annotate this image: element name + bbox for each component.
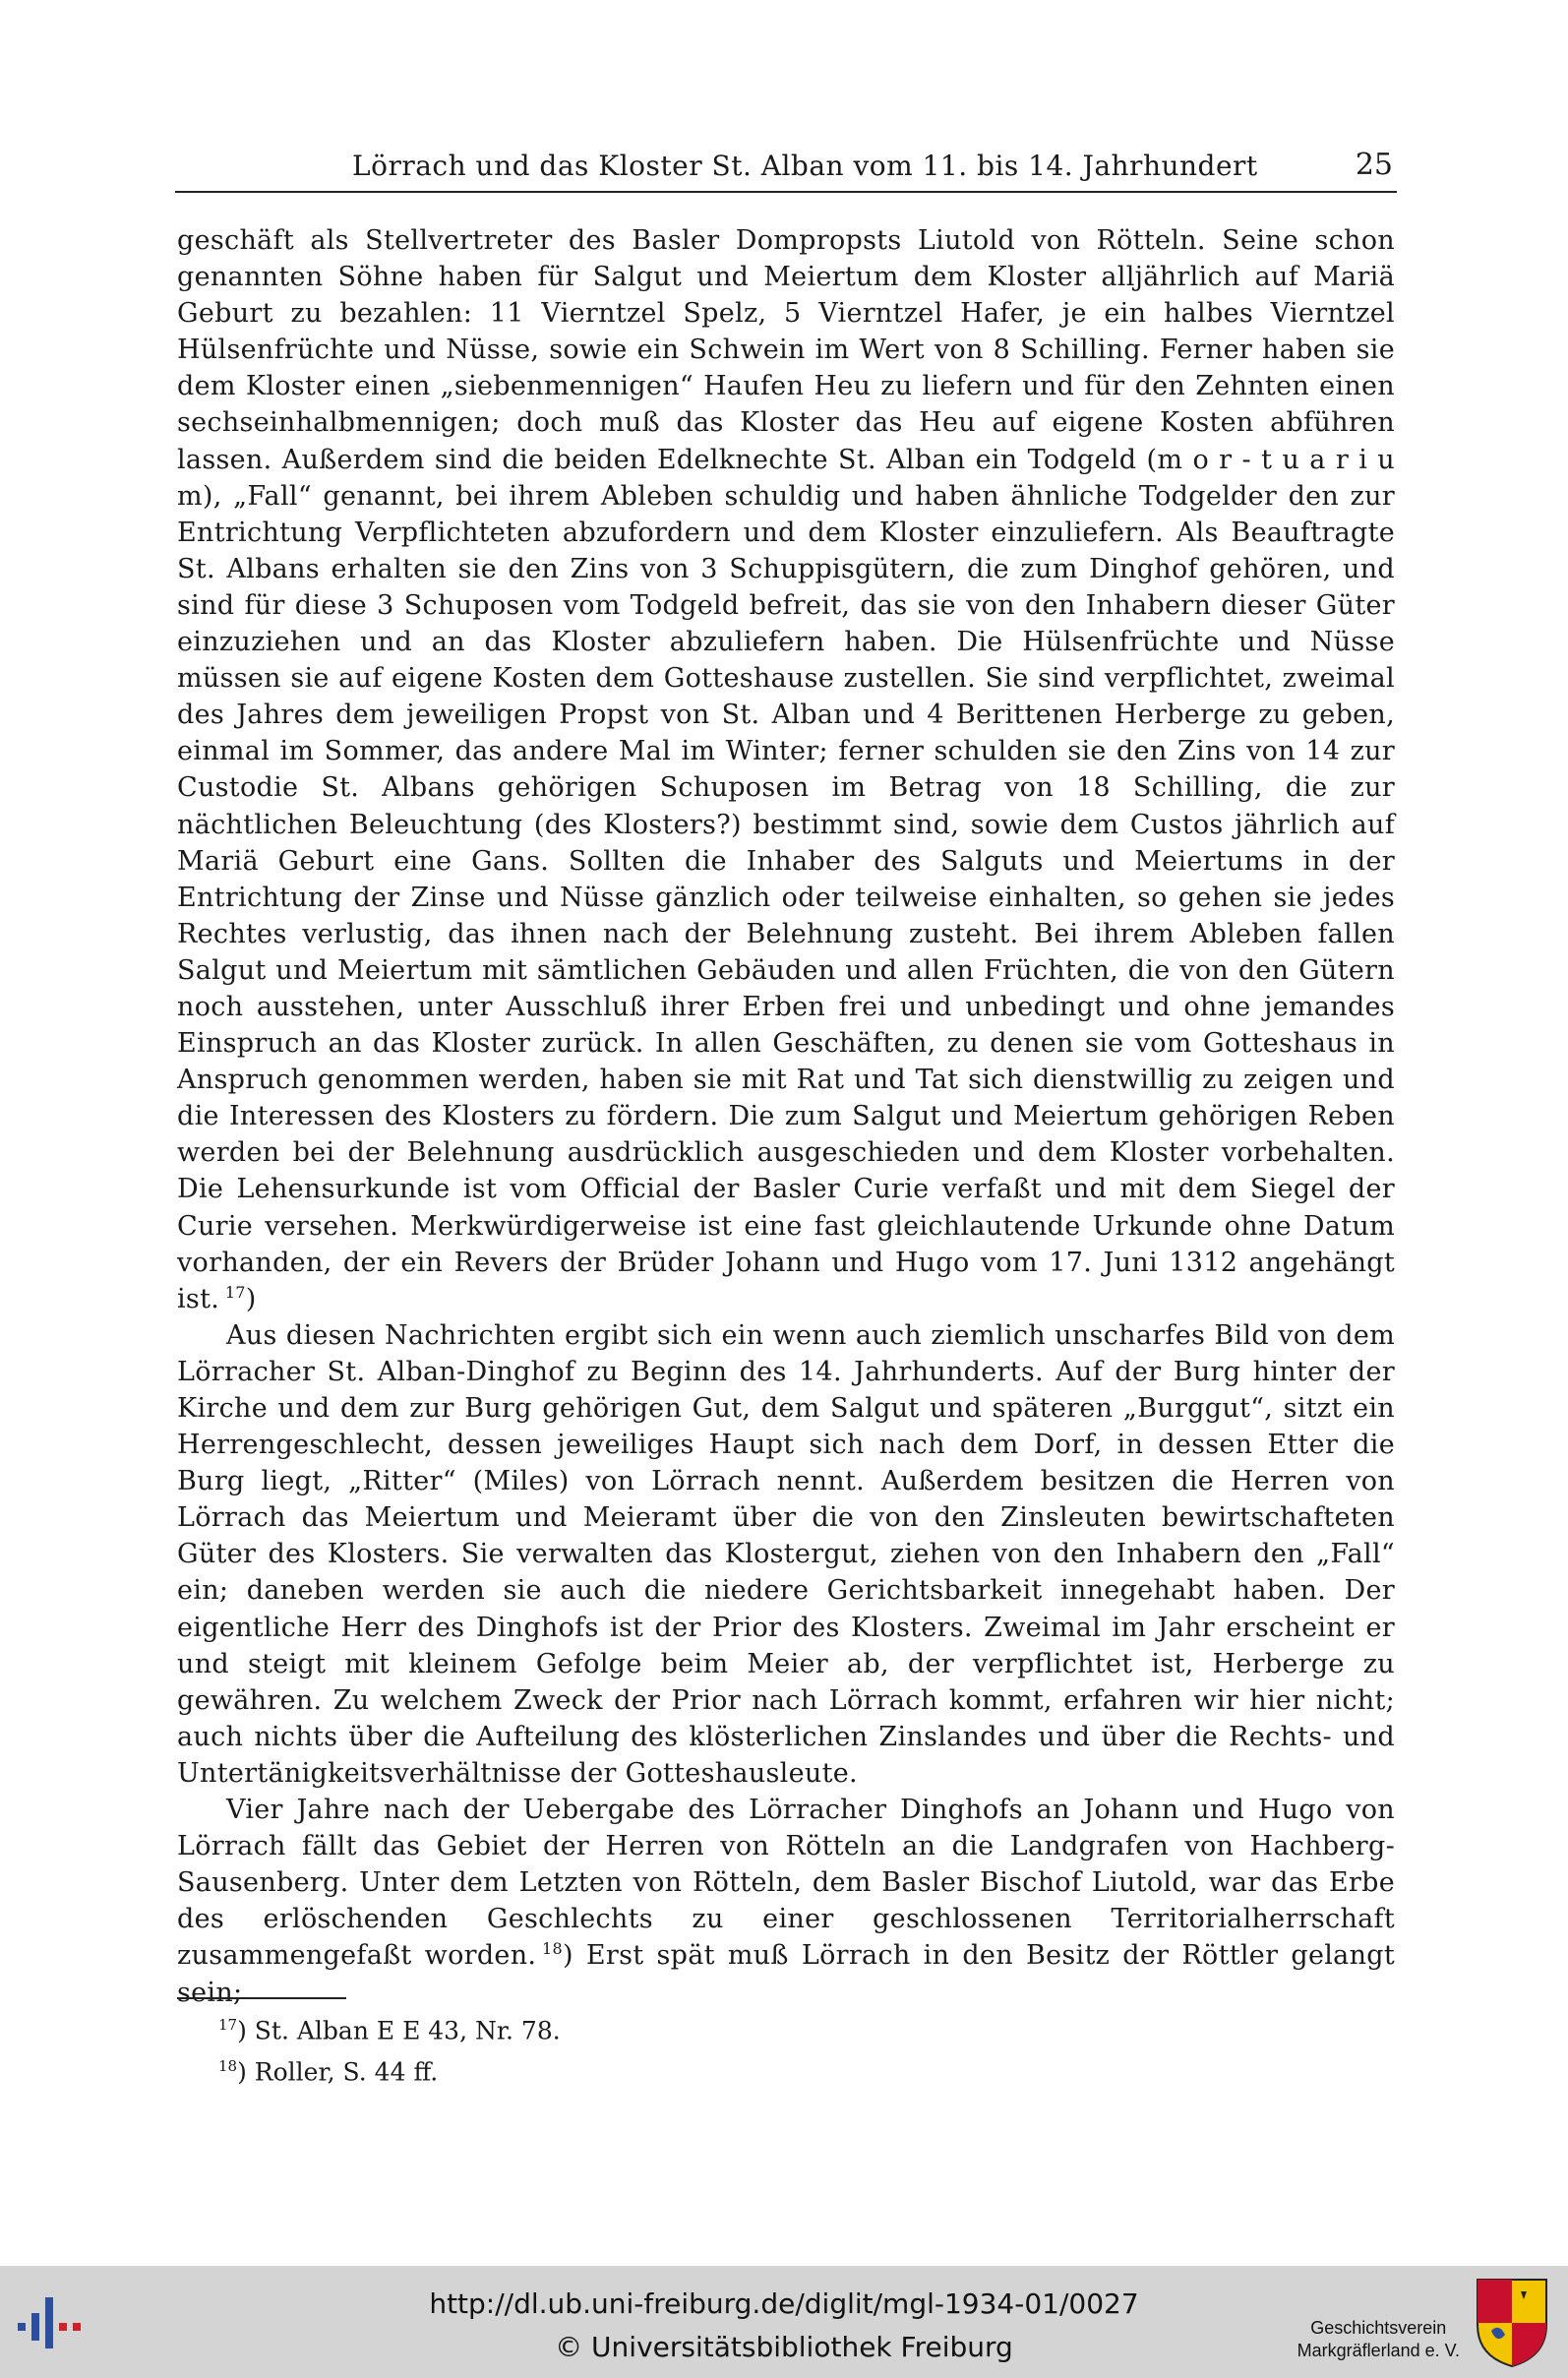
paragraph-1-end: )	[245, 1283, 257, 1314]
footnote-rule	[177, 1997, 346, 1999]
body-text	[177, 222, 1395, 2011]
paragraph-3-text: Vier Jahre nach der Uebergabe des Lörracher Dinghofs an Johann und Hugo von Lörrach fällt das Gebiet der Herren von Rötteln an die Landgrafen von Hachberg-Sausenberg. Unter dem Letzten von Rötteln, dem Basler Bischof Liutold, war das Erbe des erlöschenden Geschlechts zu einer geschlossenen Territorialherrschaft zusammengefaßt worden.	[177, 1795, 1395, 1972]
viewer-footer	[0, 2266, 1568, 2378]
copyright-notice: © Universitätsbibliothek Freiburg	[555, 2331, 1013, 2363]
running-title: Lörrach und das Kloster St. Alban vom 11. bis 14. Jahrhundert	[352, 150, 1258, 182]
paragraph-3	[177, 1792, 1395, 2011]
footnote-ref-18: 18	[541, 1939, 563, 1959]
paragraph-1	[177, 222, 1395, 1317]
running-head	[175, 144, 1397, 193]
paragraph-2: Aus diesen Nachrichten ergibt sich ein wenn auch ziemlich unscharfes Bild von dem Lörracher St. Alban-Dinghof zu Beginn des 14. Jahrhunderts. Auf der Burg hinter der Kirche und dem zur Burg gehörigen Gut, dem Salgut und späteren „Burggut“, sitzt ein Herrengeschlecht, dessen jeweiliges Haupt sich nach dem Dorf, in dessen Etter die Burg liegt, „Ritter“ (Miles) von Lörrach nennt. Außerdem besitzen die Herren von Lörrach das Meiertum und Meieramt über die von den Zinsleuten bewirtschafteten Güter des Klosters. Sie verwalten das Klostergut, ziehen von den Inhabern den „Fall“ ein; daneben werden sie auch die niedere Gerichtsbarkeit innegehabt haben. Der eigentliche Herr des Dinghofs ist der Prior des Klosters. Zweimal im Jahr erscheint er und steigt mit kleinem Gefolge beim Meier ab, der verpflichtet ist, Herberge zu gewähren. Zu welchem Zweck der Prior nach Lörrach kommt, erfahren wir hier nicht; auch nichts über die Aufteilung des klösterlichen Zinslandes und über die Rechts- und Untertänigkeitsverhältnisse der Gotteshausleute.	[177, 1319, 1395, 1789]
paragraph-3-end: ) Erst spät muß Lörrach in den Besitz der Röttler gelangt sein;	[177, 1940, 1395, 2008]
permalink-url[interactable]: http://dl.ub.uni-freiburg.de/diglit/mgl-1934-01/0027	[429, 2287, 1139, 2320]
coat-of-arms-icon	[1472, 2274, 1552, 2370]
footnote-text: ) Roller, S. 44 ff.	[237, 2057, 439, 2087]
footnote-ref-17: 17	[224, 1282, 246, 1302]
footnotes	[218, 2007, 1300, 2091]
footnote-mark: 18	[218, 2057, 238, 2076]
footnote-17	[218, 2007, 1300, 2048]
footnote-text: ) St. Alban E E 43, Nr. 78.	[237, 2016, 561, 2045]
society-name	[1297, 2317, 1460, 2362]
society-line-2: Markgräflerland e. V.	[1297, 2341, 1460, 2360]
paragraph-1-text: geschäft als Stellvertreter des Basler Dompropsts Liutold von Rötteln. Seine schon genannten Söhne haben für Salgut und Meiertum dem Kloster alljährlich auf Mariä Geburt zu bezahlen: 11 Vierntzel Spelz, 5 Vierntzel Hafer, je ein halbes Vierntzel Hülsenfrüchte und Nüsse, sowie ein Schwein im Wert von 8 Schilling. Ferner haben sie dem Kloster einen „siebenmennigen“ Haufen Heu zu liefern und für den Zehnten einen sechseinhalbmennigen; doch muß das Kloster das Heu auf eigene Kosten abführen lassen. Außerdem sind die beiden Edelknechte St. Alban ein Todgeld (m o r - t u a r i u m), „Fall“ genannt, bei ihrem Ableben schuldig und haben ähnliche Todgelder den zur Entrichtung Verpflichteten abzufordern und dem Kloster einzuliefern. Als Beauftragte St. Albans erhalten sie den Zins von 3 Schuppisgütern, die zum Dinghof gehören, und sind für diese 3 Schuposen vom Todgeld befreit, das sie von den Inhabern dieser Güter einzuziehen und an das Kloster abzuliefern haben. Die Hülsenfrüchte und Nüsse müssen sie auf eigene Kosten dem Gotteshause zustellen. Sie sind verpflichtet, zweimal des Jahres dem jeweiligen Propst von St. Alban und 4 Berittenen Herberge zu geben, einmal im Sommer, das andere Mal im Winter; ferner schulden sie den Zins von 14 zur Custodie St. Albans gehörigen Schuposen im Betrag von 18 Schilling, die zur nächtlichen Beleuchtung (des Klosters?) bestimmt sind, sowie dem Custos jährlich auf Mariä Geburt eine Gans. Sollten die Inhaber des Salguts und Meiertums in der Entrichtung der Zinse und Nüsse gänzlich oder teilweise einhalten, so gehen sie jedes Rechtes verlustig, das ihnen nach der Belehnung zusteht. Bei ihrem Ableben fallen Salgut und Meiertum mit sämtlichen Gebäuden und allen Früchten, die von den Gütern noch ausstehen, unter Ausschluß ihrer Erben frei und unbedingt und ohne jemandes Einspruch an das Kloster zurück. In allen Geschäften, zu denen sie vom Gotteshaus in Anspruch genommen werden, haben sie mit Rat und Tat sich dienstwillig zu zeigen und die Interessen des Klosters zu fördern. Die zum Salgut und Meiertum gehörigen Reben werden bei der Belehnung ausdrücklich ausgeschieden und dem Kloster vorbehalten. Die Lehensurkunde ist vom Official der Basler Curie verfaßt und mit dem Siegel der Curie versehen. Merkwürdigerweise ist eine fast gleichlautende Urkunde ohne Datum vorhanden, der ein Revers der Brüder Johann und Hugo vom 17. Juni 1312 angehängt ist.	[177, 225, 1395, 1314]
footnote-mark: 17	[218, 2016, 238, 2034]
society-line-1: Geschichtsverein	[1310, 2318, 1447, 2338]
footnote-18	[218, 2048, 1300, 2090]
page-number: 25	[1355, 148, 1393, 182]
